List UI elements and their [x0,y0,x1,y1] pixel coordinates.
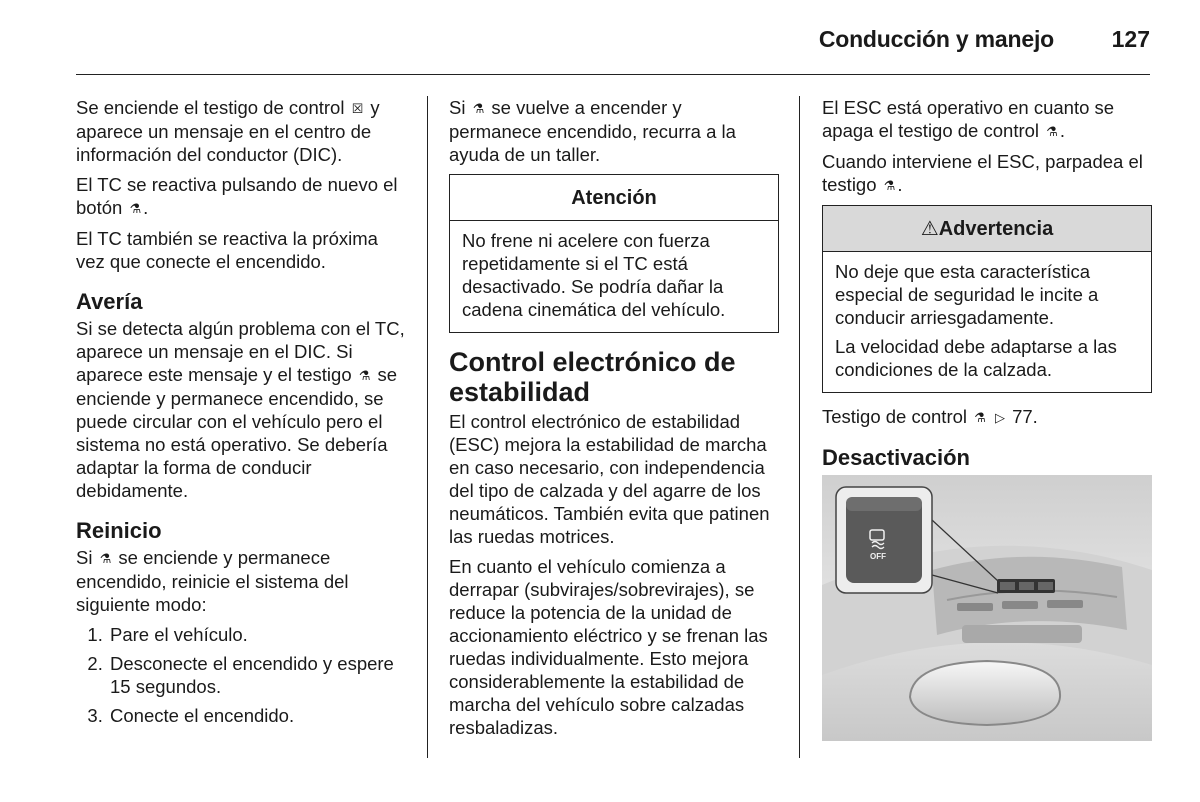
reference-testigo: Testigo de control ⚗ ▷ 77. [822,406,1038,427]
warning-triangle-icon: ⚠ [920,218,939,240]
warning-text-1: No deje que esta característica especial de seguridad le incite a conducir arriesgadamente. [835,261,1099,328]
overhead-console-illustration [822,475,1152,741]
paragraph-esc-parpadea: Cuando interviene el ESC, parpadea el testigo ⚗ . [822,151,1143,195]
attention-title: Atención [450,175,778,221]
tc-off-icon: ☒ [351,101,364,116]
paragraph-tc-ignition: El TC también se reactiva la próxima vez que conecte el encendido. [76,228,378,272]
esc-icon: ⚗ [472,101,485,116]
esc-icon: ⚗ [129,201,142,216]
paragraph-esc-derrapar: En cuanto el vehículo comienza a derrapar (subvirajes/sobrevirajes), se reduce la potencia de la unidad de accionamiento eléctrico y se frenan las ruedas individualmente. Esto mejora considerablemente la estabilidad de marcha del vehículo sobre calzadas resbaladizas. [449,556,768,738]
esc-icon: ⚗ [358,368,371,383]
page-header [76,20,1150,75]
page-number: 127 [1111,26,1150,52]
list-item: 2. Desconecte el encendido y espere 15 segundos. [108,652,406,698]
paragraph-taller: Si ⚗ se vuelve a encender y permanece encendido, recurra a la ayuda de un taller. [449,97,736,165]
heading-desactivacion: Desactivación [822,445,970,470]
column-divider-1 [427,96,428,758]
warning-text-2: La velocidad debe adaptarse a las condiciones de la calzada. [835,336,1117,380]
attention-text: No frene ni acelere con fuerza repetidamente si el TC está desactivado. Se podría dañar la cadena cinemática del vehículo. [462,230,726,320]
paragraph-reinicio: Si ⚗ se enciende y permanece encendido, reinicie el sistema del siguiente modo: [76,547,349,615]
esc-icon: ⚗ [1046,124,1058,139]
paragraph-tc-off: Se enciende el testigo de control ☒ y aparece un mensaje en el centro de información del conductor (DIC). [76,97,380,165]
paragraph-tc-reactivate: El TC se reactiva pulsando de nuevo el botón ⚗ . [76,174,398,218]
column-divider-2 [799,96,800,758]
list-item: 1. Pare el vehículo. [108,623,406,646]
column-1 [76,96,406,733]
reset-steps-list [76,623,406,727]
attention-box [449,174,779,333]
header-title: Conducción y manejo [818,26,1054,52]
warning-title: Advertencia [938,218,1054,240]
paragraph-esc-intro: El control electrónico de estabilidad (ESC) mejora la estabilidad de marcha en caso necesario, con independencia del tipo de calzada y del agarre de los neumáticos. También evita que patinen las ruedas motrices. [449,411,770,547]
column-3 [822,96,1152,741]
esc-icon: ⚗ [99,551,112,566]
warning-box [822,205,1152,393]
arrow-right-icon: ▷ [994,410,1005,425]
warning-header [823,206,1151,252]
esc-icon: ⚗ [974,410,986,425]
list-item: 3. Conecte el encendido. [108,704,406,727]
paragraph-esc-operativo: El ESC está operativo en cuanto se apaga el testigo de control ⚗ . [822,97,1115,141]
heading-reinicio: Reinicio [76,518,162,543]
heading-averia: Avería [76,289,143,314]
off-label: OFF [870,552,886,561]
paragraph-averia: Si se detecta algún problema con el TC, aparece un mensaje en el DIC. Si aparece este mensaje y el testigo ⚗ se enciende y permanece encendido, se puede circular con el vehículo pero el sistema no está operativo. Se debería adaptar la forma de conducir debidamente. [76,318,405,501]
esc-button-photo [822,475,1152,741]
esc-icon: ⚗ [883,178,896,193]
column-2 [449,96,779,746]
section-title-esc: Control electrónico de estabilidad [449,347,736,407]
